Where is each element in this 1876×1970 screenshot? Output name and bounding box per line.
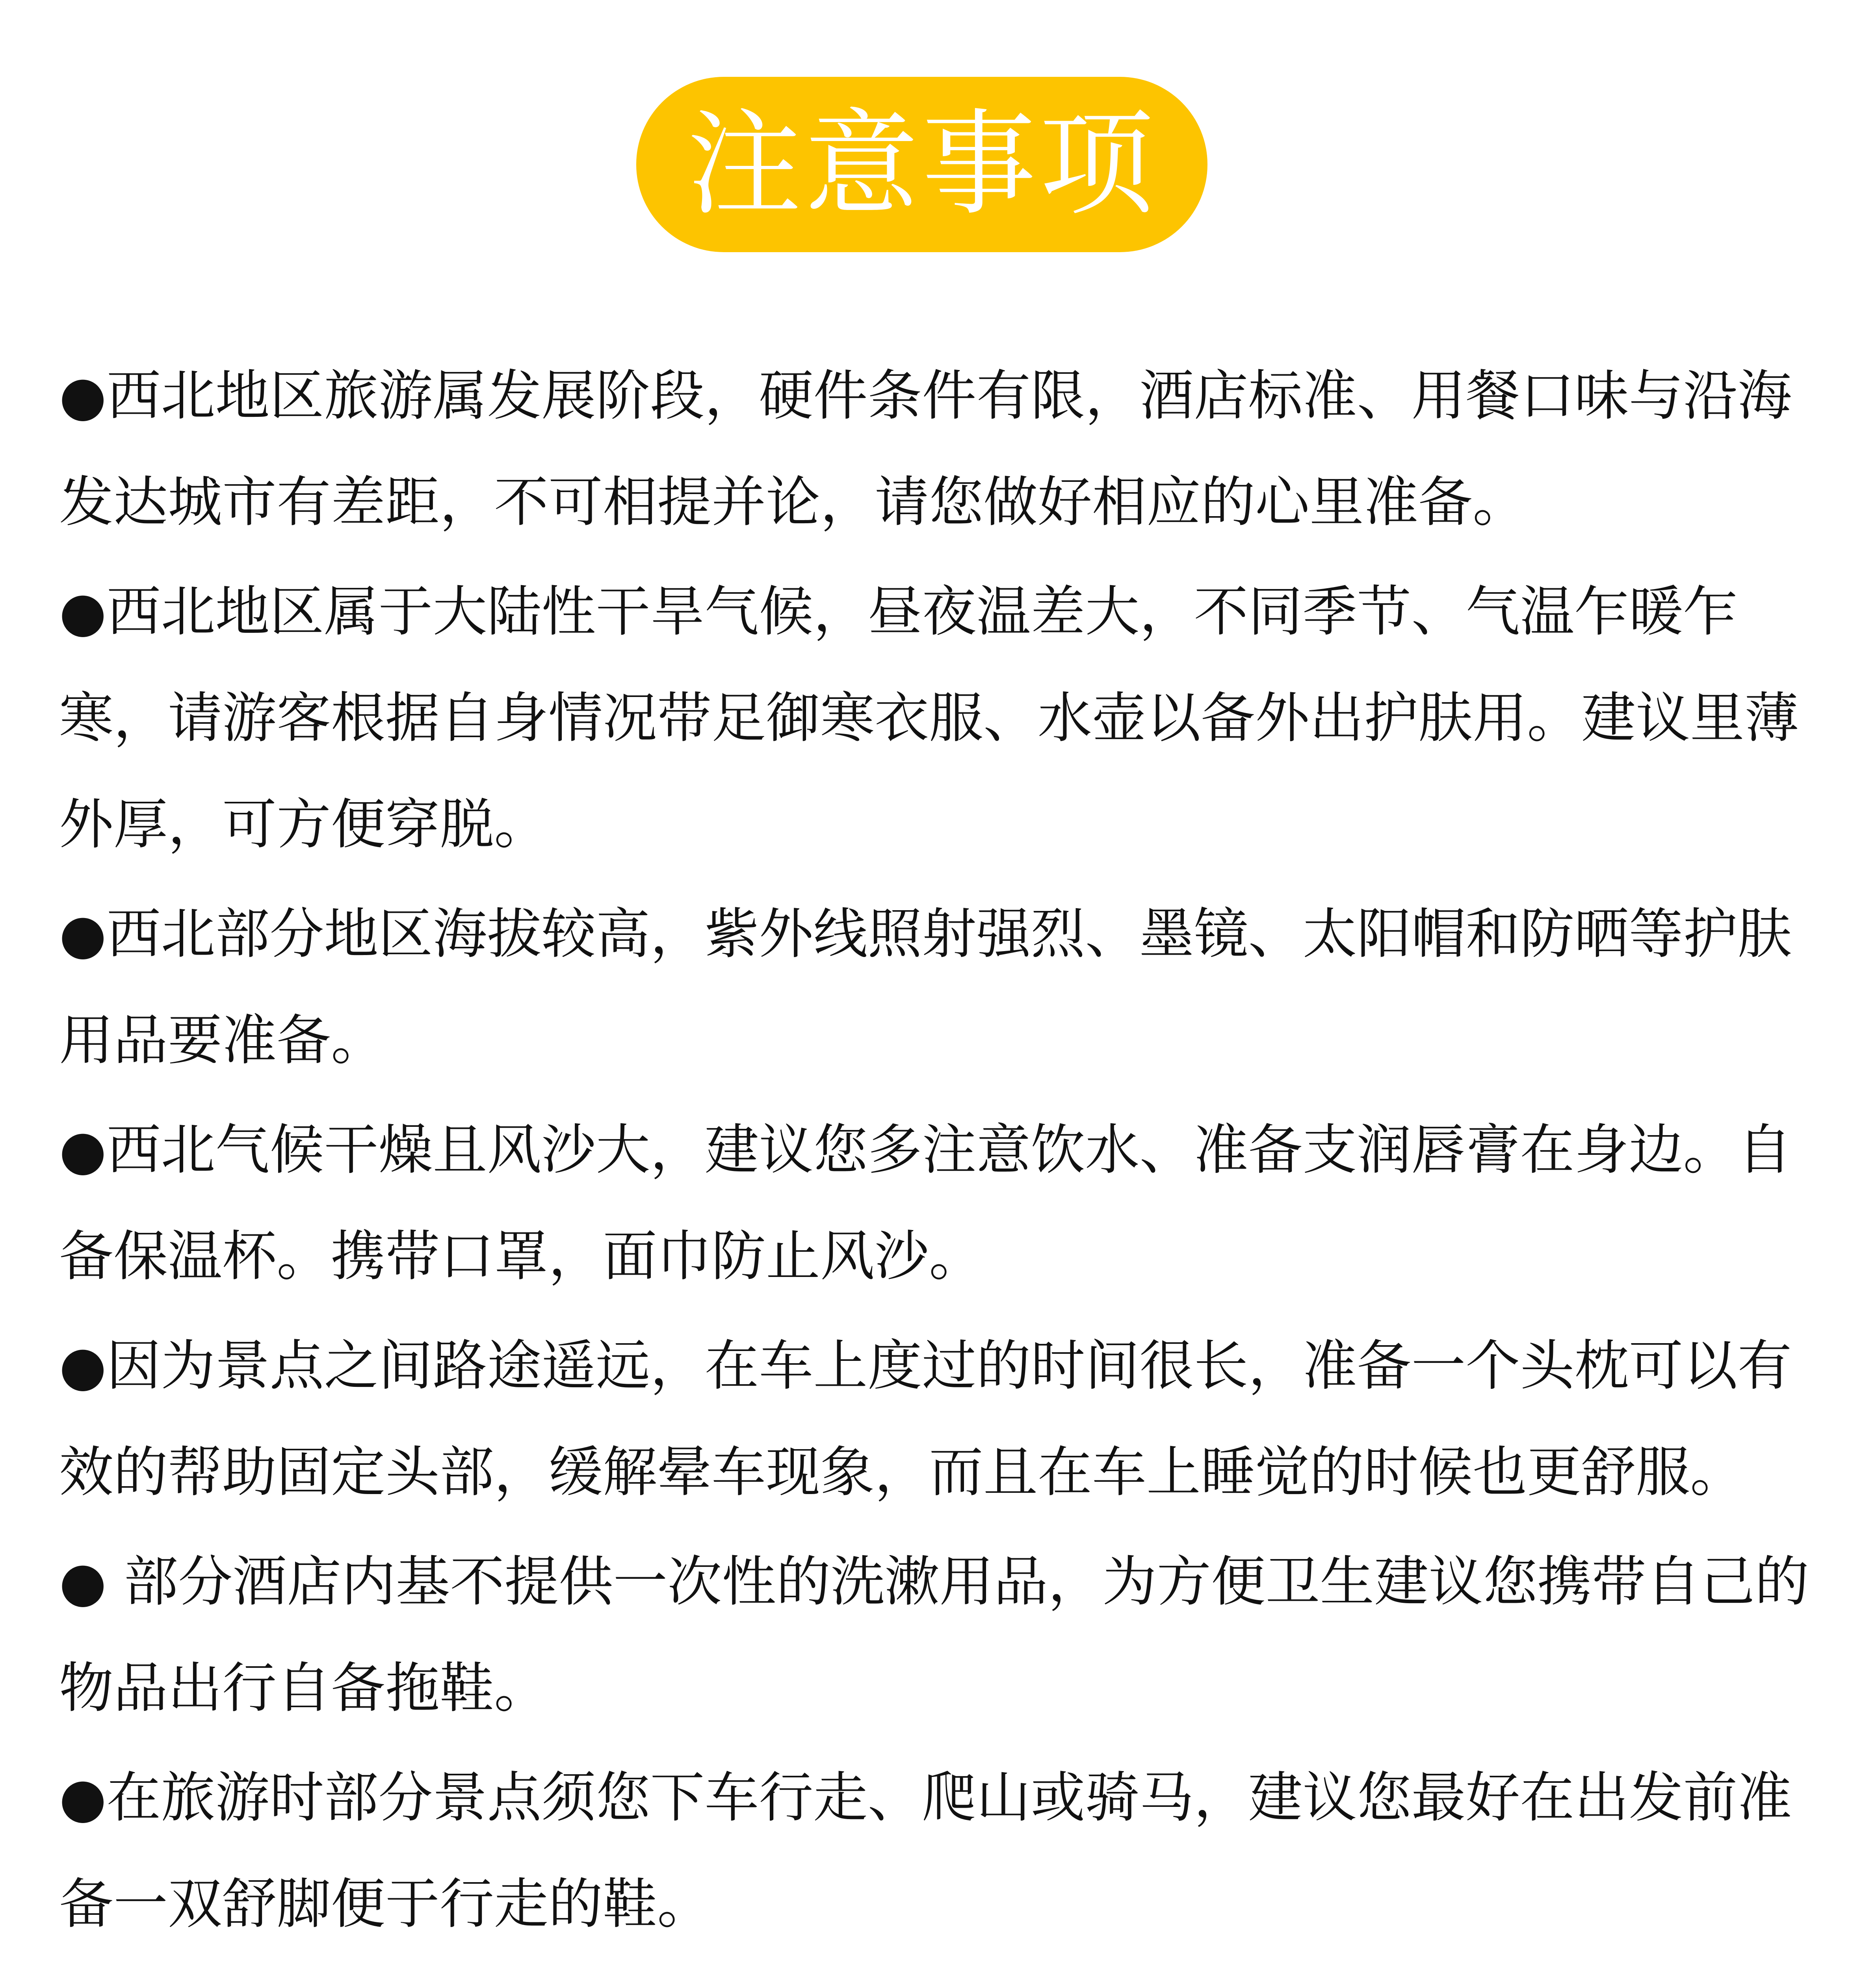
note-item <box>59 1961 1824 1970</box>
note-item: ●西北地区属于大陆性干旱气候，昼夜温差大，不同季节、气温乍暖乍寒，请游客根据自身情况带足御寒衣服、水壶以备外出护肤用。建议里薄外厚，可方便穿脱。 <box>59 580 1799 856</box>
note-item: ●西北气候干燥且风沙大，建议您多注意饮水、准备支润唇膏在身边。自备保温杯。携带口罩，面巾防止风沙。 <box>59 1118 1792 1288</box>
note-item: ●因为景点之间路途遥远，在车上度过的时间很长，准备一个头枕可以有效的帮助固定头部，缓解晕车现象，而且在车上睡觉的时候也更舒服。 <box>59 1334 1792 1504</box>
note-item: ●在旅游时部分景点须您下车行走、爬山或骑马，建议您最好在出发前准备一双舒脚便于行走的鞋。 <box>59 1766 1792 1936</box>
note-item: ●西北地区旅游属发展阶段，硬件条件有限，酒店标准、用餐口味与沿海发达城市有差距，不可相提并论，请您做好相应的心里准备。 <box>59 364 1792 534</box>
note-item: ●西北部分地区海拔较高，紫外线照射强烈、墨镜、太阳帽和防晒等护肤用品要准备。 <box>59 902 1792 1072</box>
title-badge <box>636 77 1207 252</box>
page-title: 注意事项 <box>687 98 1157 231</box>
notes-list <box>59 343 1824 1970</box>
note-item: ● 部分酒店内基不提供一次性的洗漱用品，为方便卫生建议您携带自己的物品出行自备拖鞋。 <box>59 1550 1809 1720</box>
